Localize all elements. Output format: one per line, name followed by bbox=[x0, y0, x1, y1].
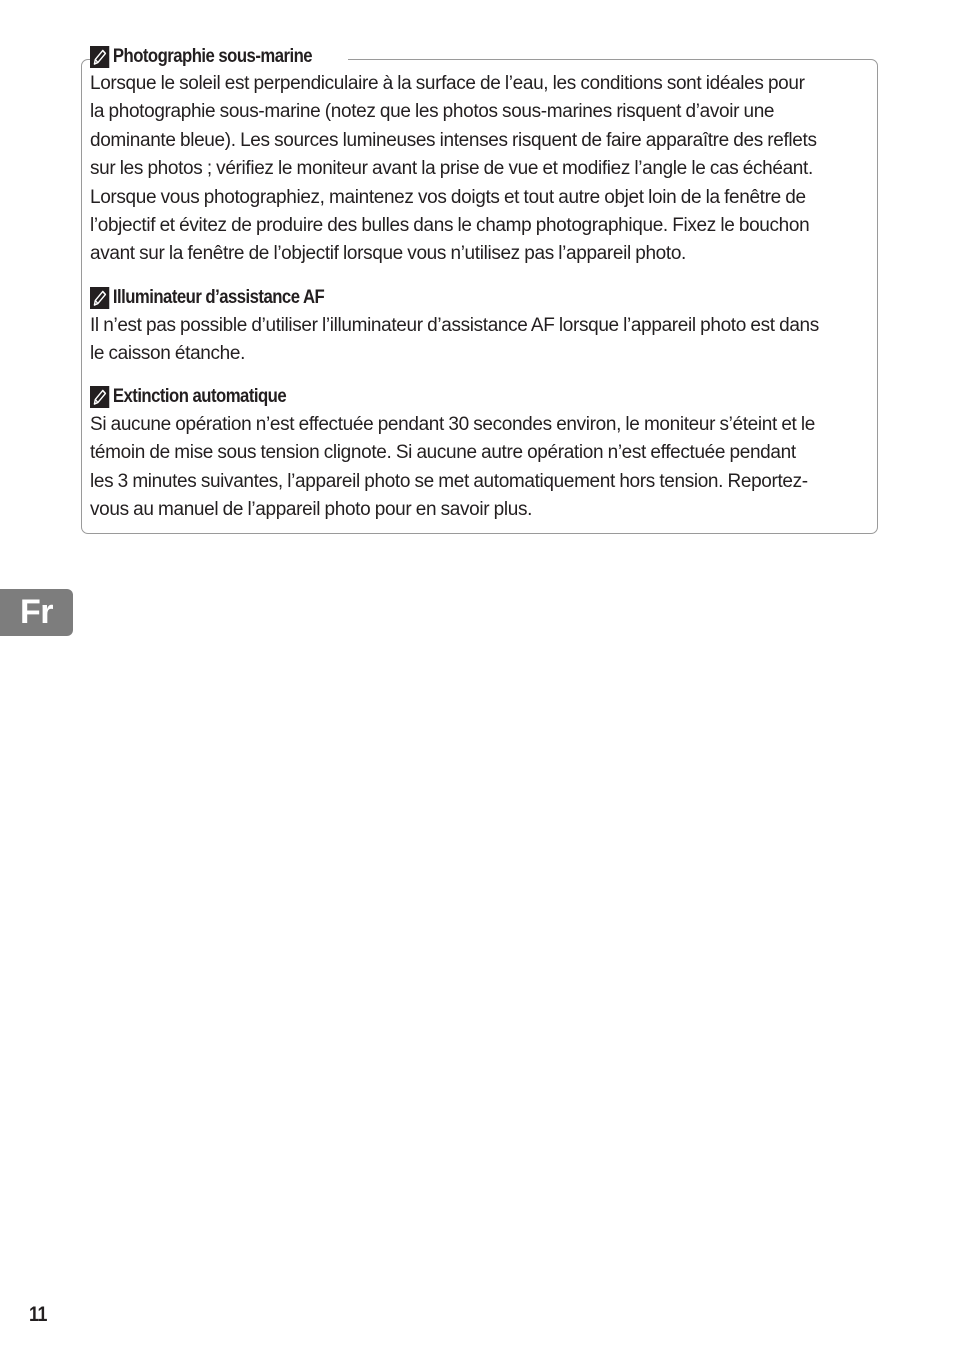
section-title: Photographie sous-marine bbox=[112, 46, 313, 67]
text-line: dominante bleue). Les sources lumineuses intenses risquent de faire apparaître des reflets bbox=[90, 129, 817, 151]
section-header-auto-off bbox=[90, 384, 313, 410]
section-header-underwater bbox=[90, 44, 348, 70]
language-tab: Fr bbox=[0, 589, 73, 636]
text-line: vous au manuel de l’appareil photo pour en savoir plus. bbox=[90, 499, 533, 521]
section-title: Illuminateur d’assistance AF bbox=[112, 287, 325, 308]
pencil-note-icon bbox=[90, 287, 109, 309]
text-line: témoin de mise sous tension clignote. Si aucune autre opération n’est effectuée pendant bbox=[90, 442, 796, 464]
text-line: avant sur la fenêtre de l’objectif lorsque vous n’utilisez pas l’appareil photo. bbox=[90, 243, 686, 265]
section-title: Extinction automatique bbox=[112, 386, 287, 407]
section-body-auto-off bbox=[90, 411, 880, 525]
text-line: l’objectif et évitez de produire des bulles dans le champ photographique. Fixez le bouchon bbox=[90, 215, 810, 237]
text-line: les 3 minutes suivantes, l’appareil photo se met automatiquement hors tension. Reportez- bbox=[90, 470, 808, 492]
text-line: Lorsque vous photographiez, maintenez vos doigts et tout autre objet loin de la fenêtre de bbox=[90, 186, 806, 208]
section-header-af-illuminator bbox=[90, 285, 356, 311]
section-body-af-illuminator bbox=[90, 312, 880, 369]
text-line: Si aucune opération n’est effectuée pendant 30 secondes environ, le moniteur s’éteint et le bbox=[90, 414, 815, 435]
section-body-underwater bbox=[90, 70, 880, 269]
pencil-note-icon bbox=[90, 386, 109, 408]
pencil-note-icon bbox=[90, 46, 109, 68]
page-number: 11 bbox=[29, 1303, 48, 1326]
text-line: la photographie sous-marine (notez que les photos sous-marines risquent d’avoir une bbox=[90, 101, 775, 123]
text-line: Lorsque le soleil est perpendiculaire à la surface de l’eau, les conditions sont idéales pour bbox=[90, 73, 805, 94]
text-line: Il n’est pas possible d’utiliser l’illuminateur d’assistance AF lorsque l’appareil photo est dans bbox=[90, 315, 819, 336]
text-line: le caisson étanche. bbox=[90, 343, 246, 365]
text-line: sur les photos ; vérifiez le moniteur avant la prise de vue et modifiez l’angle le cas échéant. bbox=[90, 158, 813, 180]
